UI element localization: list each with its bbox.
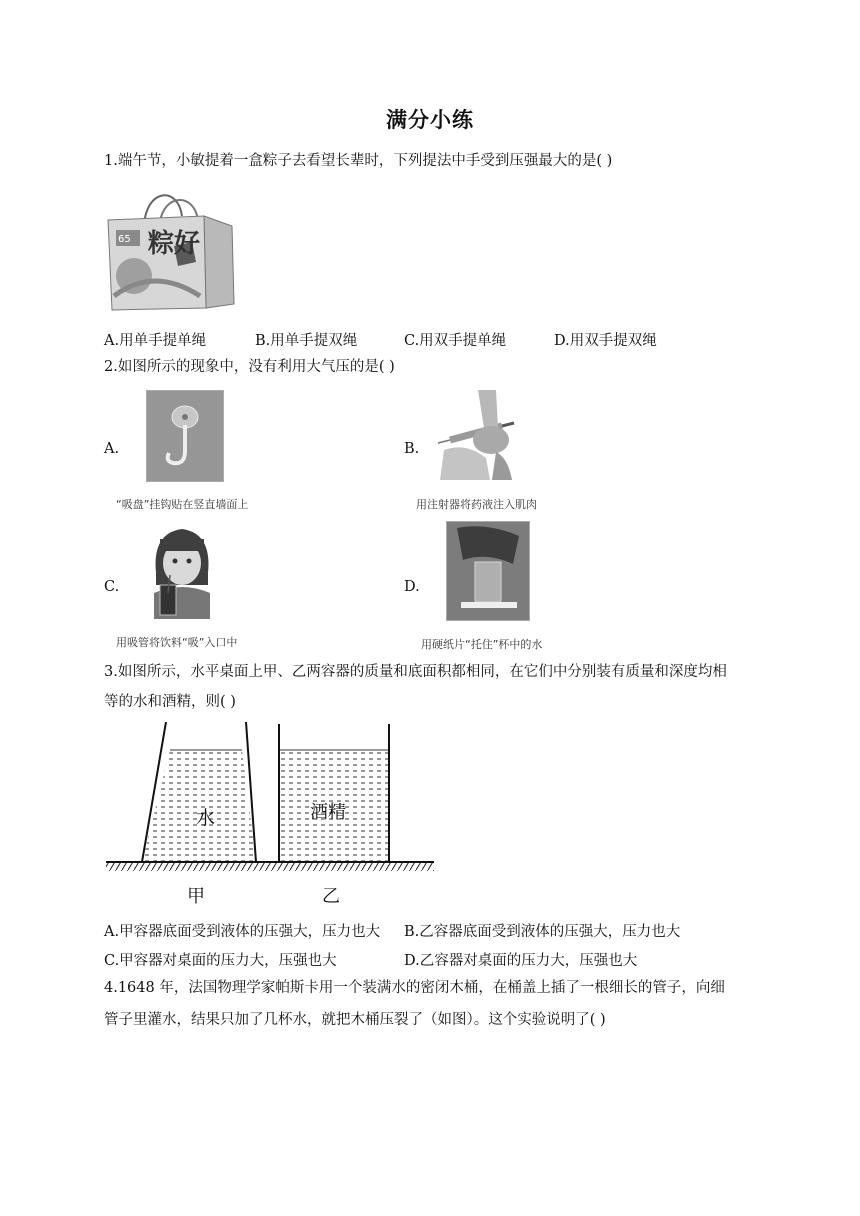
box-title-text: 粽好: [148, 229, 201, 259]
q1-option-b: B.用单手提双绳: [255, 333, 358, 349]
q2-caption-a: “吸盘”挂钩贴在竖直墙面上: [116, 498, 249, 511]
question-3-stem-line2: 等的水和酒精，则( ): [104, 694, 236, 710]
question-4-stem-line1: 4.1648 年，法国物理学家帕斯卡用一个装满水的密闭木桶，在桶盖上插了一根细长的管子，向细: [104, 980, 725, 996]
q2-option-c-letter: C.: [104, 579, 120, 595]
q3-option-a: A.甲容器底面受到液体的压强大，压力也大: [104, 924, 381, 940]
cardboard-holding-water-photo: [446, 521, 530, 621]
question-1-stem: 1.端午节，小敏提着一盒粽子去看望长辈时，下列提法中手受到压强最大的是( ): [104, 153, 613, 169]
box-badge-text: 65: [118, 234, 131, 245]
question-2-stem: 2.如图所示的现象中，没有利用大气压的是( ): [104, 359, 395, 375]
q3-option-d: D.乙容器对桌面的压力大，压强也大: [404, 953, 638, 969]
container-jia-liquid-label: 水: [196, 807, 216, 829]
container-yi-label: 乙: [322, 886, 340, 906]
q2-option-a-letter: A.: [104, 441, 120, 457]
containers-figure: [104, 720, 436, 906]
q2-caption-d: 用硬纸片“托住”杯中的水: [421, 638, 543, 651]
q1-option-d: D.用双手提双绳: [554, 333, 657, 349]
question-4-stem-line2: 管子里灌水，结果只加了几杯水，就把木桶压裂了（如图）。这个实验说明了( ): [104, 1012, 606, 1028]
girl-drinking-straw-photo: [150, 523, 214, 619]
container-yi-liquid-label: 酒精: [310, 802, 346, 823]
syringe-injection-photo: [436, 388, 516, 480]
zongzi-gift-box-image: [104, 186, 240, 312]
q2-caption-c: 用吸管将饮料“吸”入口中: [116, 636, 238, 649]
q2-caption-b: 用注射器将药液注入肌肉: [416, 498, 537, 511]
q3-option-b: B.乙容器底面受到液体的压强大，压力也大: [404, 924, 681, 940]
q1-option-c: C.用双手提单绳: [404, 333, 507, 349]
container-jia-label: 甲: [187, 886, 205, 906]
q2-option-d-letter: D.: [404, 579, 420, 595]
page-title: 满分小练: [386, 108, 474, 132]
q3-option-c: C.甲容器对桌面的压力大，压强也大: [104, 953, 337, 969]
q1-option-a: A.用单手提单绳: [104, 333, 207, 349]
question-3-stem-line1: 3.如图所示，水平桌面上甲、乙两容器的质量和底面积都相同，在它们中分别装有质量和深度均相: [104, 664, 727, 680]
q2-option-b-letter: B.: [404, 441, 420, 457]
suction-hook-photo: [146, 390, 224, 482]
